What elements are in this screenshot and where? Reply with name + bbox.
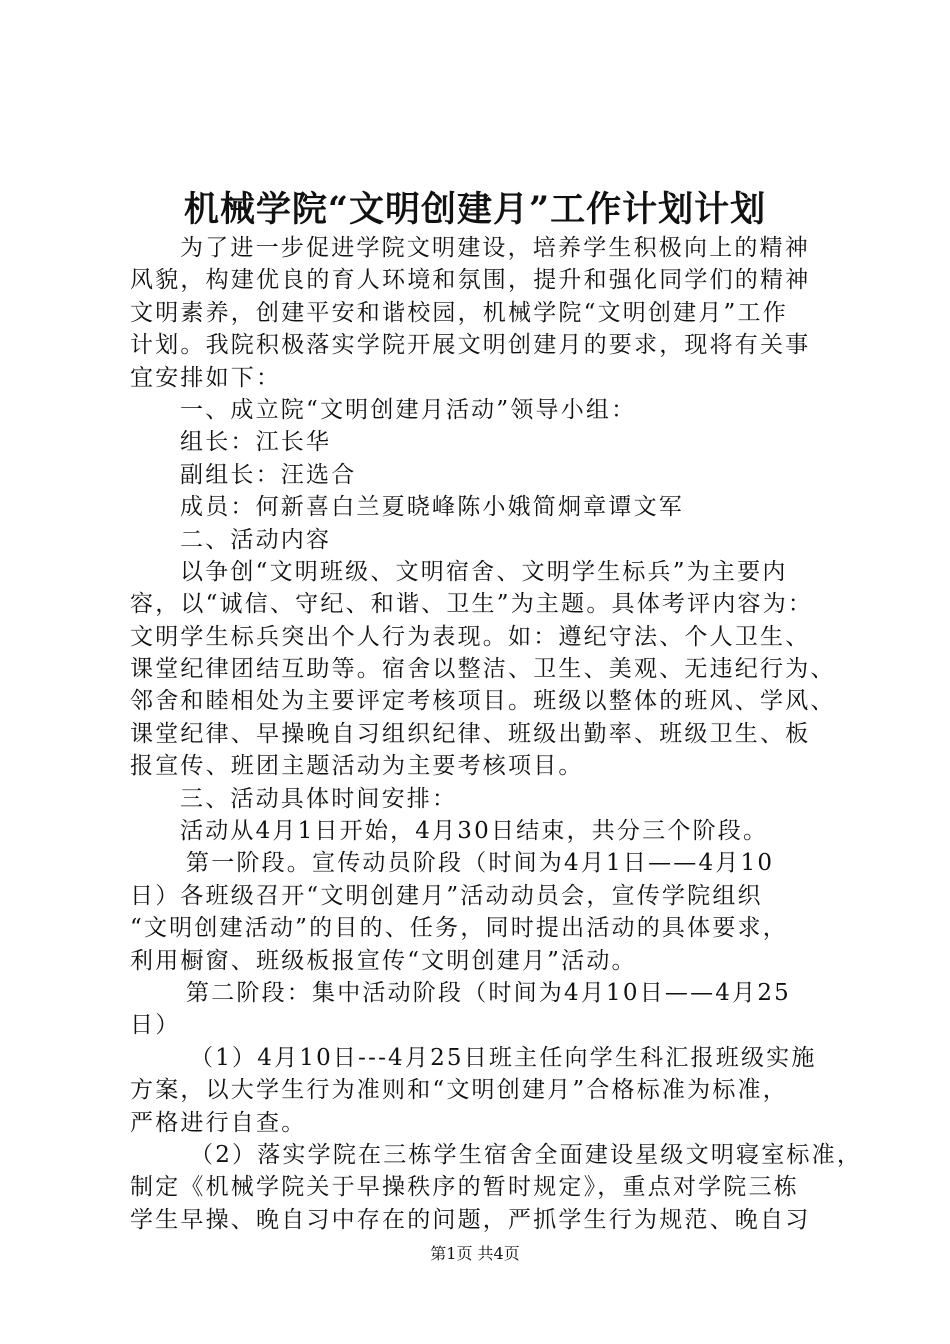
paragraph-line: 报宣传、班团主题活动为主要考核项目。 — [130, 753, 584, 780]
paragraph-line: 课堂纪律团结互助等。宿舍以整洁、卫生、美观、无违纪行为、 — [130, 656, 836, 683]
paragraph-line: 第二阶段：集中活动阶段（时间为4月10日——4月25 — [186, 979, 791, 1006]
section-heading: 三、活动具体时间安排： — [180, 785, 458, 812]
paragraph-line: “文明创建活动”的目的、任务，同时提出活动的具体要求， — [130, 915, 788, 942]
paragraph-line: 第一阶段。宣传动员阶段（时间为4月1日——4月10 — [186, 850, 775, 877]
paragraph-line: 利用橱窗、班级板报宣传“文明创建月”活动。 — [130, 947, 637, 974]
paragraph-line: 日） — [130, 1012, 181, 1039]
paragraph-line: 成员：何新喜白兰夏晓峰陈小娥简炯章谭文军 — [180, 494, 684, 521]
paragraph-line: 宜安排如下： — [130, 364, 282, 391]
paragraph-line: （2）落实学院在三栋学生宿舍全面建设星级文明寝室标准， — [190, 1141, 863, 1168]
paragraph-line: 组长：江长华 — [180, 429, 332, 456]
paragraph-line: 计划。我院积极落实学院开展文明创建月的要求，现将有关事 — [130, 332, 811, 359]
paragraph-line: 日）各班级召开“文明创建月”活动动员会，宣传学院组织 — [130, 882, 763, 909]
paragraph-line: 制定《机械学院关于早操秩序的暂时规定》，重点对学院三栋 — [130, 1174, 799, 1201]
section-heading: 一、成立院“文明创建月活动”领导小组： — [180, 396, 637, 423]
paragraph-line: 文明学生标兵突出个人行为表现。如：遵纪守法、个人卫生、 — [130, 623, 811, 650]
paragraph-line: 以争创“文明班级、文明宿舍、文明学生标兵”为主要内 — [180, 558, 788, 585]
document-title: 机械学院“文明创建月”工作计划计划 — [183, 189, 767, 230]
paragraph-line: 文明素养，创建平安和谐校园，机械学院“文明创建月”工作 — [130, 299, 788, 326]
paragraph-line: 严格进行自查。 — [130, 1109, 307, 1136]
paragraph-line: 为了进一步促进学院文明建设，培养学生积极向上的精神 — [180, 235, 810, 261]
section-heading: 二、活动内容 — [180, 526, 332, 553]
paragraph-line: （1）4月10日---4月25日班主任向学生科汇报班级实施 — [190, 1044, 817, 1071]
paragraph-line: 活动从4月1日开始，4月30日结束，共分三个阶段。 — [180, 818, 769, 845]
paragraph-line: 邻舍和睦相处为主要评定考核项目。班级以整体的班风、学风、 — [130, 688, 836, 715]
page-number-footer: 第1页 共4页 — [430, 1244, 520, 1263]
paragraph-line: 容，以“诚信、守纪、和谐、卫生”为主题。具体考评内容为： — [130, 591, 814, 618]
paragraph-line: 学生早操、晚自习中存在的问题，严抓学生行为规范、晚自习 — [130, 1206, 811, 1233]
paragraph-line: 副组长：汪选合 — [180, 461, 357, 488]
paragraph-line: 方案，以大学生行为准则和“文明创建月”合格标准为标准， — [130, 1077, 788, 1104]
paragraph-line: 课堂纪律、早操晚自习组织纪律、班级出勤率、班级卫生、板 — [130, 720, 811, 747]
paragraph-line: 风貌，构建优良的育人环境和氛围，提升和强化同学们的精神 — [130, 267, 811, 294]
document-body — [130, 232, 863, 1236]
